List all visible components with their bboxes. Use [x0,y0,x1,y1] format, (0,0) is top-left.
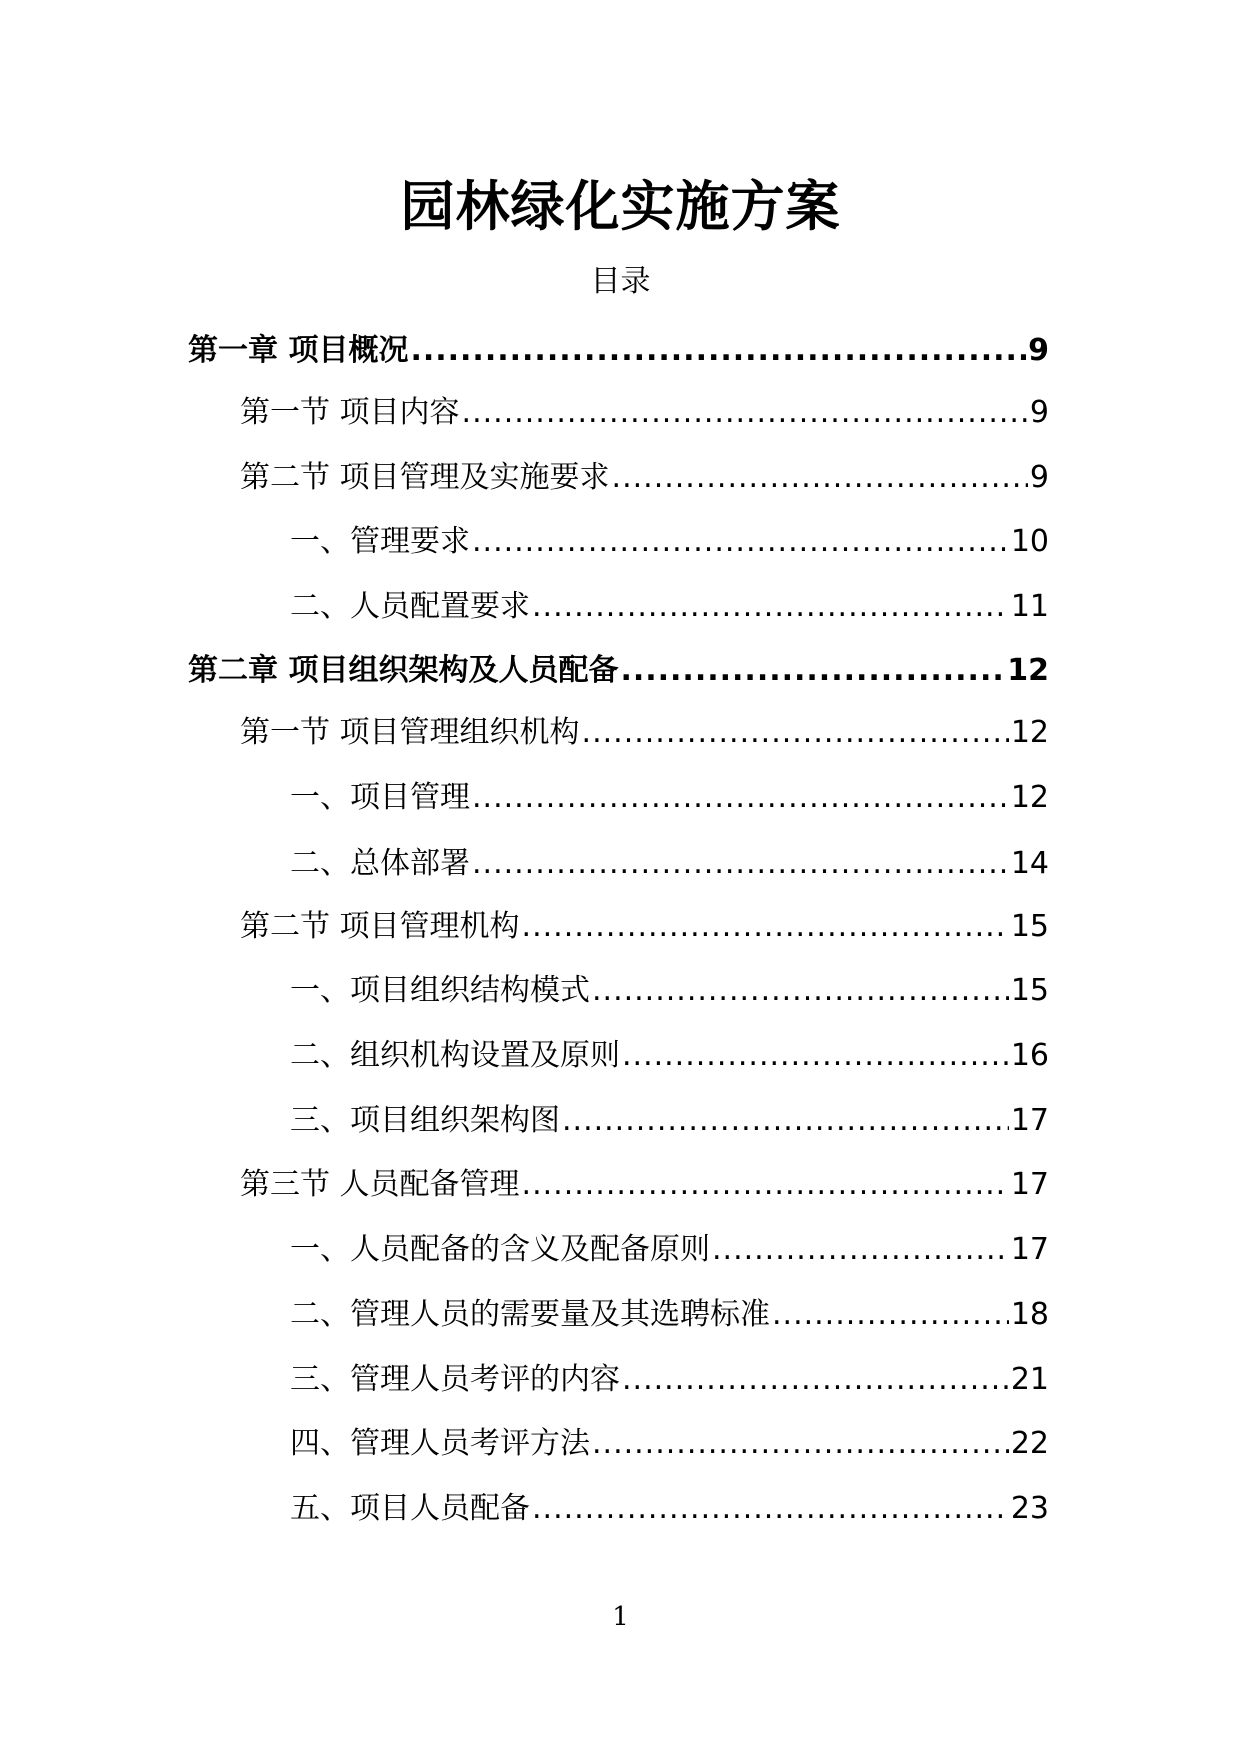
toc-leader-dots [622,1360,1009,1400]
toc-entry-page: 12 [1010,715,1049,750]
toc-entry-section[interactable] [240,458,1049,498]
toc-entry-subsection[interactable] [290,1101,1049,1141]
toc-entry-subsection[interactable] [290,1036,1049,1076]
toc-leader-dots [522,907,1009,947]
toc-leader-dots [712,1230,1009,1270]
toc-entry-title: 第二节 项目管理及实施要求 [240,460,610,495]
toc-entry-page: 17 [1010,1167,1049,1202]
toc-entry-title: 一、人员配备的含义及配备原则 [290,1232,710,1267]
toc-leader-dots [410,331,1026,371]
toc-entry-title: 第一章 项目概况 [188,333,409,368]
toc-leader-dots [592,1424,1009,1464]
toc-entry-page: 23 [1010,1491,1049,1526]
toc-entry-title: 二、人员配置要求 [290,589,530,624]
toc-entry-subsection[interactable] [290,1489,1049,1529]
toc-entry-title: 一、管理要求 [290,524,470,559]
toc-entry-title: 二、管理人员的需要量及其选聘标准 [290,1297,770,1332]
toc-entry-subsection[interactable] [290,778,1049,818]
toc-entry-subsection[interactable] [290,1295,1049,1335]
toc-entry-title: 三、管理人员考评的内容 [290,1362,620,1397]
toc-entry-page: 12 [1010,780,1049,815]
toc-entry-title: 五、项目人员配备 [290,1491,530,1526]
toc-entry-title: 第二章 项目组织架构及人员配备 [188,653,619,688]
toc-entry-page: 11 [1010,589,1049,624]
toc-entry-page: 10 [1010,524,1049,559]
toc-entry-subsection[interactable] [290,522,1049,562]
page-number: 1 [612,1602,629,1632]
toc-entry-title: 四、管理人员考评方法 [290,1426,590,1461]
toc-entry-page: 21 [1010,1362,1049,1397]
toc-entry-title: 第二节 项目管理机构 [240,909,520,944]
toc-entry-title: 一、项目管理 [290,780,470,815]
toc-entry-page: 17 [1010,1232,1049,1267]
toc-entry-page: 14 [1010,846,1049,881]
toc-entry-section[interactable] [240,713,1049,753]
toc-entry-section[interactable] [240,1165,1049,1205]
document-title: 园林绿化实施方案 [400,175,841,238]
toc-entry-page: 17 [1010,1103,1049,1138]
toc-entry-page: 9 [1029,395,1049,430]
toc-entry-title: 二、总体部署 [290,846,470,881]
toc-entry-page: 15 [1010,973,1049,1008]
toc-entry-subsection[interactable] [290,587,1049,627]
toc-entry-page: 16 [1010,1038,1049,1073]
toc-entry-subsection[interactable] [290,1360,1049,1400]
toc-leader-dots [472,522,1009,562]
toc-leader-dots [612,458,1028,498]
toc-heading: 目录 [590,264,651,299]
toc-entry-page: 15 [1010,909,1049,944]
toc-entry-page: 9 [1028,333,1049,368]
toc-leader-dots [620,651,1005,691]
toc-leader-dots [562,1101,1009,1141]
toc-entry-subsection[interactable] [290,1230,1049,1270]
toc-leader-dots [772,1295,1009,1335]
toc-entry-section[interactable] [240,393,1049,433]
toc-entry-title: 第一节 项目内容 [240,395,460,430]
toc-leader-dots [622,1036,1009,1076]
toc-entry-chapter-1[interactable] [188,331,1049,371]
toc-entry-subsection[interactable] [290,844,1049,884]
toc-leader-dots [472,778,1009,818]
toc-leader-dots [592,971,1009,1011]
toc-entry-title: 第三节 人员配备管理 [240,1167,520,1202]
toc-leader-dots [462,393,1028,433]
toc-entry-title: 二、组织机构设置及原则 [290,1038,620,1073]
toc-entry-title: 一、项目组织结构模式 [290,973,590,1008]
toc-leader-dots [582,713,1009,753]
toc-entry-title: 三、项目组织架构图 [290,1103,560,1138]
toc-entry-subsection[interactable] [290,1424,1049,1464]
toc-entry-chapter-2[interactable] [188,651,1049,691]
toc-entry-page: 9 [1029,460,1049,495]
toc-entry-page: 22 [1010,1426,1049,1461]
toc-leader-dots [532,587,1009,627]
toc-entry-title: 第一节 项目管理组织机构 [240,715,580,750]
toc-leader-dots [522,1165,1009,1205]
toc-entry-page: 12 [1007,653,1049,688]
toc-leader-dots [472,844,1009,884]
toc-entry-page: 18 [1010,1297,1049,1332]
toc-leader-dots [532,1489,1009,1529]
toc-entry-subsection[interactable] [290,971,1049,1011]
toc-entry-section[interactable] [240,907,1049,947]
